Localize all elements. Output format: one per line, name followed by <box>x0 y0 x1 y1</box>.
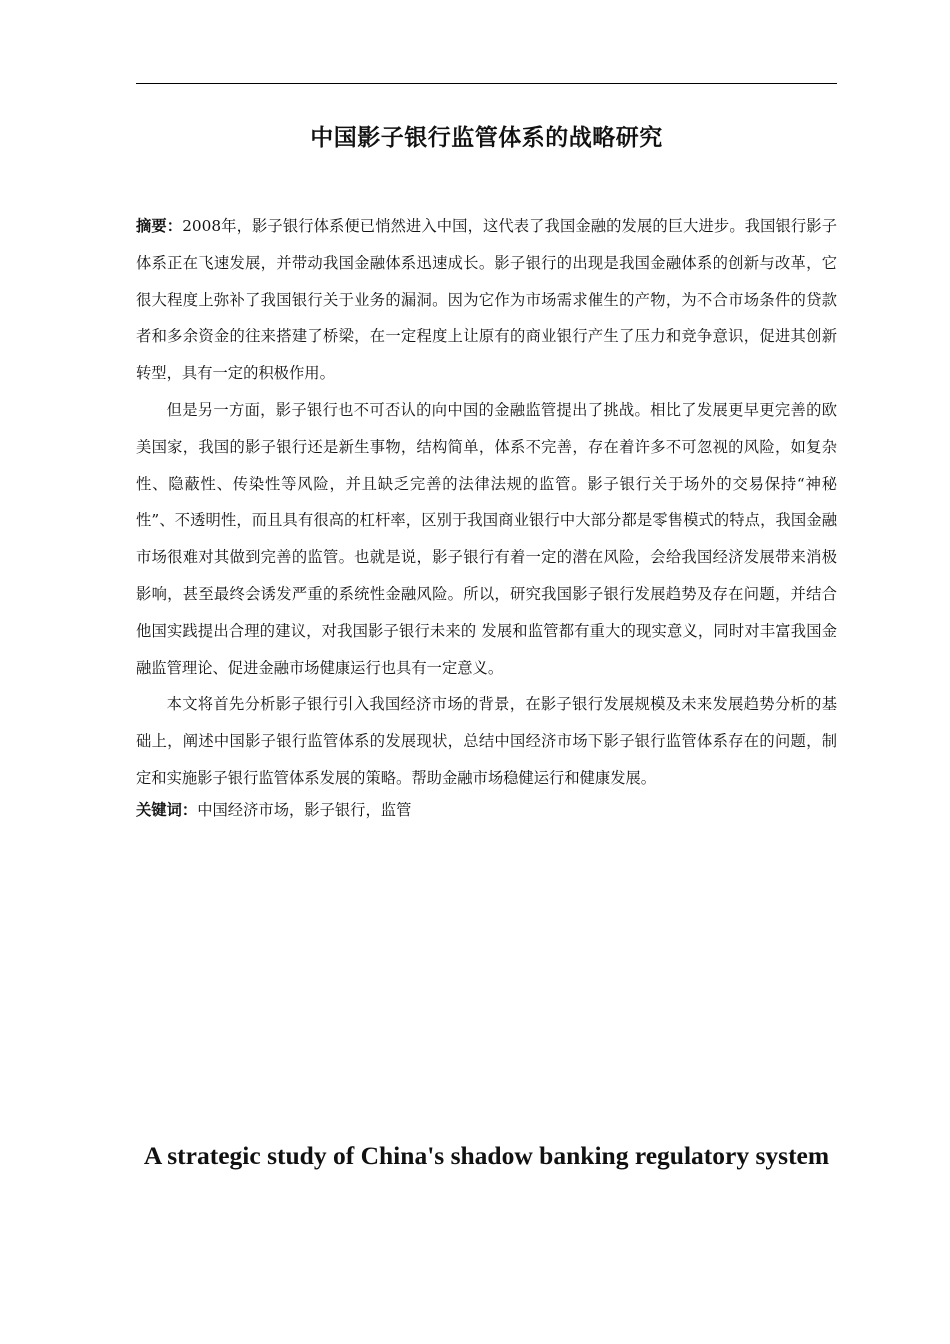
keywords-line <box>136 797 837 823</box>
abstract-paragraph-1-text: 2008年，影子银行体系便已悄然进入中国，这代表了我国金融的发展的巨大进步。我国银行影子体系正在飞速发展，并带动我国金融体系迅速成长。影子银行的出现是我国金融体系的创新与改革，它很大程度上弥补了我国银行关于业务的漏洞。因为它作为市场需求催生的产物，为不合市场条件的贷款者和多余资金的往来搭建了桥梁，在一定程度上让原有的商业银行产生了压力和竞争意识，促进其创新转型，具有一定的积极作用。 <box>136 217 837 383</box>
abstract-paragraph-1 <box>136 208 837 392</box>
english-title: A strategic study of China's shadow banking regulatory system <box>143 1141 830 1170</box>
keywords-label: 关键词： <box>136 800 198 819</box>
header-rule <box>136 83 837 84</box>
abstract-section <box>136 208 837 823</box>
abstract-paragraph-2: 但是另一方面，影子银行也不可否认的向中国的金融监管提出了挑战。相比了发展更早更完善的欧美国家，我国的影子银行还是新生事物，结构简单，体系不完善，存在着许多不可忽视的风险，如复杂性、隐蔽性、传染性等风险，并且缺乏完善的法律法规的监管。影子银行关于场外的交易保持“神秘性”、不透明性，而且具有很高的杠杆率，区别于我国商业银行中大部分都是零售模式的特点，我国金融市场很难对其做到完善的监管。也就是说，影子银行有着一定的潜在风险，会给我国经济发展带来消极影响，甚至最终会诱发严重的系统性金融风险。所以，研究我国影子银行发展趋势及存在问题，并结合他国实践提出合理的建议，对我国影子银行未来的 发展和监管都有重大的现实意义，同时对丰富我国金融监管理论、促进金融市场健康运行也具有一定意义。 <box>136 400 837 677</box>
keywords-text: 中国经济市场，影子银行，监管 <box>197 800 412 819</box>
chinese-title: 中国影子银行监管体系的战略研究 <box>310 125 663 151</box>
abstract-label: 摘要： <box>136 217 183 235</box>
abstract-paragraph-3: 本文将首先分析影子银行引入我国经济市场的背景，在影子银行发展规模及未来发展趋势分析的基础上，阐述中国影子银行监管体系的发展现状，总结中国经济市场下影子银行监管体系存在的问题，制定和实施影子银行监管体系发展的策略。帮助金融市场稳健运行和健康发展。 <box>136 695 837 787</box>
